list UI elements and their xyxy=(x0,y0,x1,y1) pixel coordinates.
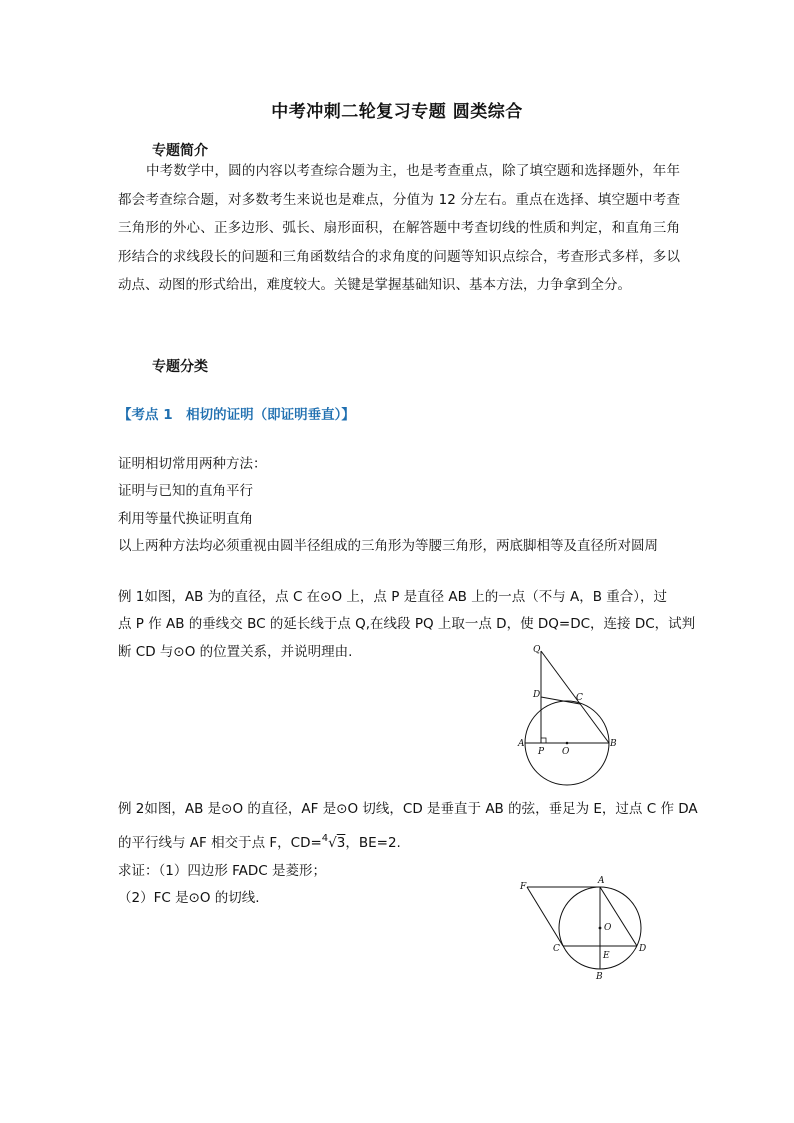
fig1-label-d: D xyxy=(533,690,541,700)
intro-paragraph: 中考数学中，圆的内容以考查综合题为主，也是考查重点，除了填空题和选择题外，年年都会考查综合题，对多数考生来说也是难点，分值为 12 分左右。重点在选择、填空题中考查三角形的外心、正多边形、弧长、扇形面积，在解答题中考查切线的性质和判定，和直角三角形结合的求线段长的问题和三角函数结合的求角度的问题等知识点综合，考查形式多样，多以动点、动图的形式给出，难度较大。关键是掌握基础知识、基本方法，力争拿到全分。 xyxy=(118,163,680,293)
methods-line-2: 证明与已知的直角平行 xyxy=(118,483,253,499)
example2-question-1: 求证：（1）四边形 FADC 是菱形； xyxy=(118,863,327,879)
fig1-right-angle-mark xyxy=(541,738,546,743)
fig2-line-fc xyxy=(527,887,563,946)
fig2-label-e: E xyxy=(603,951,610,961)
methods-line-4: 以上两种方法均必须重视由圆半径组成的三角形为等腰三角形，两底脚相等及直径所对圆周 xyxy=(118,538,658,554)
fig1-center-dot xyxy=(566,742,569,745)
example2-figure xyxy=(515,872,655,982)
example2-line-2-pre: 的平行线与 AF 相交于点 F，CD= xyxy=(118,835,322,851)
fig2-label-d: D xyxy=(639,944,647,954)
fig2-label-c: C xyxy=(553,944,560,954)
fig1-label-b: B xyxy=(610,739,617,749)
example2-line-1: 例 2如图，AB 是⊙O 的直径，AF 是⊙O 切线，CD 是垂直于 AB 的弦，垂足为 E，过点 C 作 DA xyxy=(118,801,698,817)
fig1-label-c: C xyxy=(576,693,583,703)
fig1-label-p: P xyxy=(538,747,545,757)
kaodian-1-heading: 【考点 1 相切的证明（即证明垂直）】 xyxy=(118,407,355,423)
intro-heading: 专题简介 xyxy=(152,143,208,159)
category-heading: 专题分类 xyxy=(152,359,208,375)
cd-coefficient: 4 xyxy=(321,833,329,844)
example2-line-2-post: ，BE=2. xyxy=(345,835,401,851)
example1-figure xyxy=(512,642,622,792)
fig2-label-a: A xyxy=(598,876,605,886)
fig2-label-b: B xyxy=(596,972,603,982)
fig2-center-dot xyxy=(599,927,602,930)
fig2-label-o: O xyxy=(604,923,612,933)
fig1-label-q: Q xyxy=(533,645,541,655)
example1-line-1: 例 1如图，AB 为的直径，点 C 在⊙O 上，点 P 是直径 AB 上的一点（不与 A，B 重合），过 xyxy=(118,589,668,605)
methods-line-1: 证明相切常用两种方法： xyxy=(118,456,267,472)
fig1-label-a: A xyxy=(518,739,525,749)
example2-line-2 xyxy=(118,831,401,851)
methods-line-3: 利用等量代换证明直角 xyxy=(118,511,253,527)
fig1-line-qb xyxy=(541,651,609,743)
example2-question-2: （2）FC 是⊙O 的切线. xyxy=(118,890,260,906)
example1-line-2: 点 P 作 AB 的垂线交 BC 的延长线于点 Q,在线段 PQ 上取一点 D，使 DQ=DC，连接 DC，试判 xyxy=(118,616,696,632)
page-title: 中考冲刺二轮复习专题 圆类综合 xyxy=(271,102,523,122)
fig1-label-o: O xyxy=(562,747,570,757)
fig1-line-dc xyxy=(541,697,580,704)
fig2-line-ad xyxy=(600,887,637,946)
example1-line-3: 断 CD 与⊙O 的位置关系，并说明理由. xyxy=(118,644,353,660)
fig2-label-f: F xyxy=(520,882,527,892)
sqrt-symbol: √ xyxy=(328,835,337,851)
cd-radicand: 3 xyxy=(336,835,346,851)
